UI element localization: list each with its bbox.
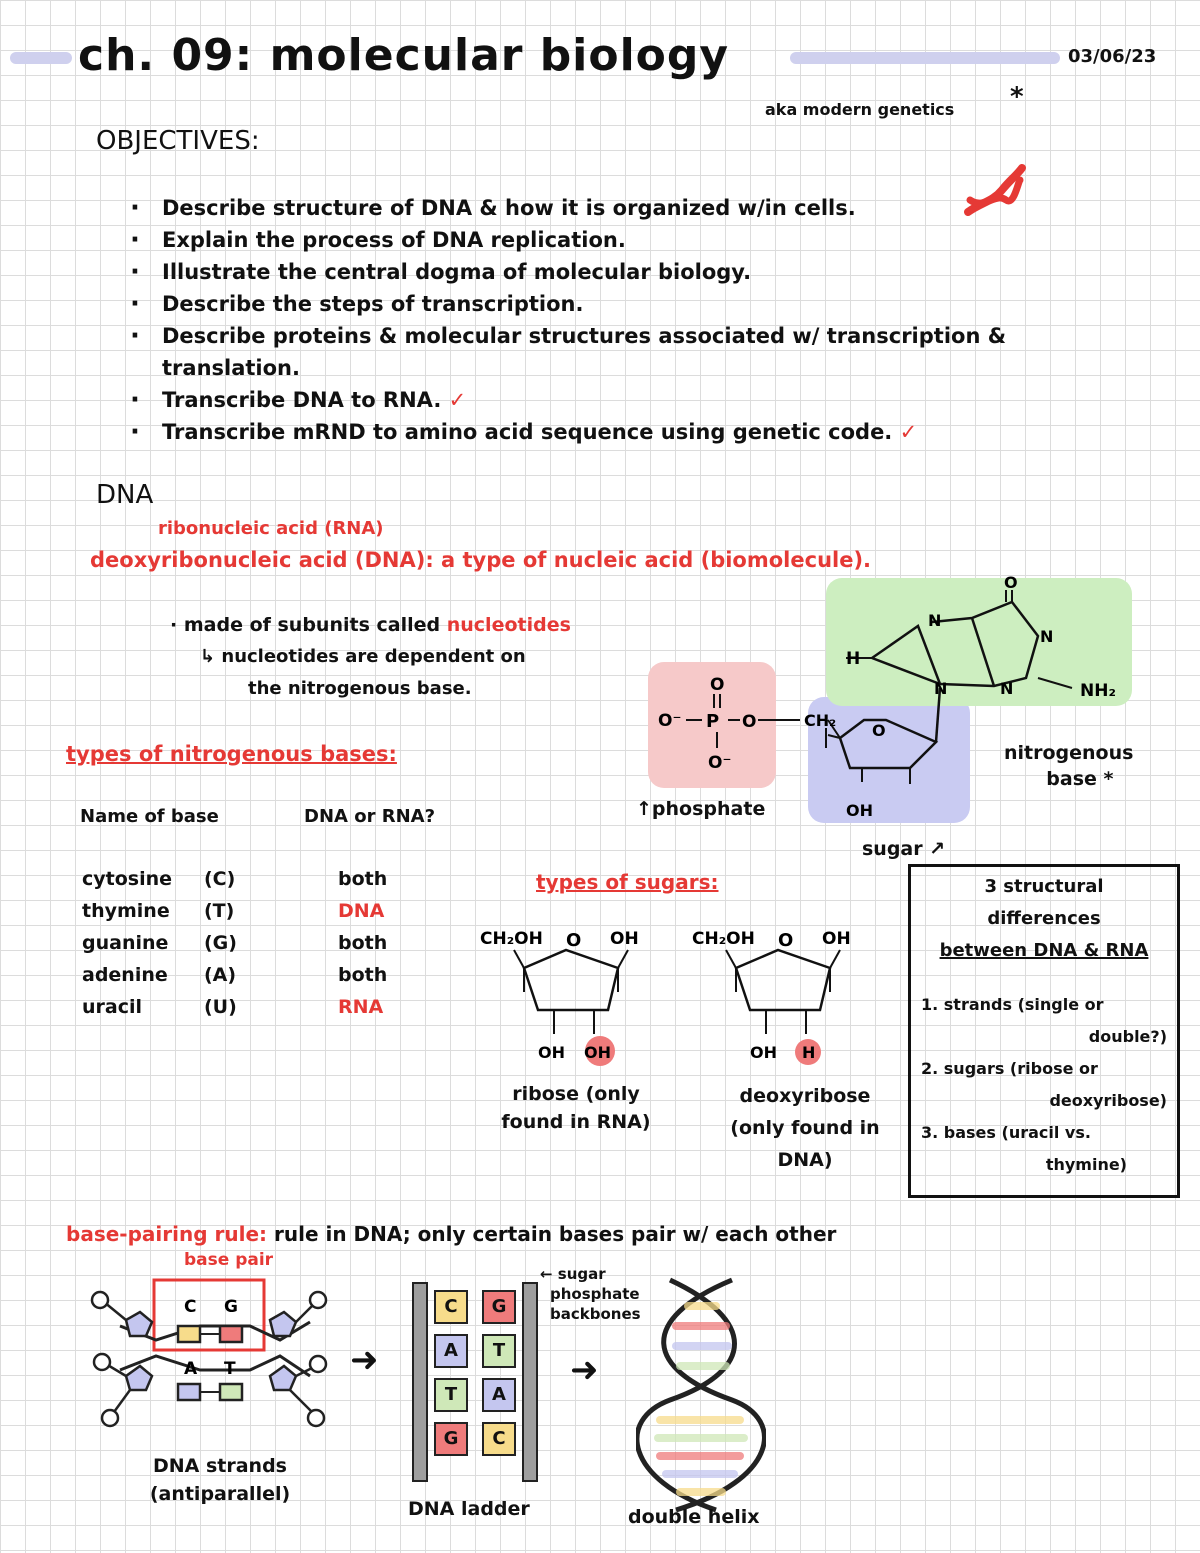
base-abbr: (U) — [204, 996, 237, 1018]
objective-item: · Describe structure of DNA & how it is organized w/in cells. — [130, 192, 1140, 224]
backbone-label: ← sugar phosphate backbones — [540, 1265, 641, 1323]
base-row — [82, 932, 422, 964]
ladder-rail-right — [522, 1282, 538, 1482]
ladder-base-right: G — [482, 1290, 516, 1324]
checkmark-icon: ✓ — [899, 420, 918, 444]
base-abbr: (A) — [204, 964, 237, 986]
pair-letter-c: C — [184, 1297, 197, 1317]
base-type: RNA — [338, 996, 384, 1018]
base-abbr: (T) — [204, 900, 235, 922]
deoxyribose-caption: deoxyribose (only found in DNA) — [730, 1085, 880, 1171]
difference-item: 2. sugars (ribose or — [921, 1059, 1098, 1078]
double-helix-diagram — [636, 1270, 766, 1520]
base-type: DNA — [338, 900, 385, 922]
deoxyribose-structure — [690, 920, 860, 1070]
helix-caption: double helix — [628, 1506, 760, 1528]
base-row — [82, 964, 422, 996]
ladder-base-left: A — [434, 1334, 468, 1368]
bases-col-type: DNA or RNA? — [304, 806, 436, 827]
base-name: cytosine — [82, 868, 173, 890]
subtitle-star: * — [1010, 82, 1024, 112]
dna-strands-diagram — [80, 1276, 340, 1456]
atom-label: O — [872, 721, 886, 740]
pair-letter-g: G — [224, 1297, 238, 1317]
base-row — [82, 900, 422, 932]
atom-label: O — [710, 675, 725, 695]
base-type: both — [338, 868, 388, 890]
base-abbr: (G) — [204, 932, 237, 954]
ribose-oh-top: OH — [610, 929, 639, 949]
nucleotide-subnote: ↳ nucleotides are dependent on — [200, 646, 526, 667]
ladder-rail-left — [412, 1282, 428, 1482]
atom-label: N — [934, 679, 948, 698]
atom-label: H — [846, 649, 861, 669]
objective-item: · Describe the steps of transcription. — [130, 288, 1140, 320]
ribose-oh-2: OH — [584, 1043, 611, 1062]
atom-label: N — [928, 611, 942, 630]
bases-table — [82, 868, 422, 1028]
differences-title-2: differences — [987, 908, 1101, 929]
page-title: ch. 09: molecular biology — [78, 30, 730, 81]
page-date: 03/06/23 — [1068, 46, 1157, 67]
nucleotide-note: · made of subunits called nucleotides — [170, 614, 571, 636]
sugars-heading: types of sugars: — [536, 870, 719, 894]
difference-item-cont: deoxyribose) — [1049, 1091, 1167, 1110]
deoxyribose-ch2oh: CH₂OH — [692, 929, 755, 949]
ladder-base-right: T — [482, 1334, 516, 1368]
ribose-ring-o: O — [566, 930, 582, 951]
base-name: guanine — [82, 932, 169, 954]
atom-label: NH₂ — [1080, 681, 1116, 701]
base-label: nitrogenous base * — [1004, 742, 1134, 790]
bases-heading: types of nitrogenous bases: — [66, 742, 397, 766]
deoxyribose-oh-1: OH — [750, 1043, 777, 1062]
ribose-caption: ribose (only found in RNA) — [501, 1083, 651, 1133]
return-arrow-icon: ↳ — [200, 646, 216, 667]
difference-item: 3. bases (uracil vs. — [921, 1123, 1091, 1142]
ladder-base-right: C — [482, 1422, 516, 1456]
difference-item-cont: double?) — [1088, 1027, 1167, 1046]
nucleotide-subnote-2: the nitrogenous base. — [248, 678, 472, 699]
atom-label: O⁻ — [708, 753, 732, 773]
base-type: both — [338, 932, 388, 954]
page-subtitle: aka modern genetics — [765, 100, 955, 119]
differences-title-1: 3 structural — [984, 876, 1104, 897]
ladder-caption: DNA ladder — [408, 1498, 530, 1520]
pair-letter-a: A — [184, 1359, 198, 1379]
ribose-ch2oh: CH₂OH — [480, 929, 543, 949]
bases-col-name: Name of base — [80, 806, 219, 827]
objective-item: · Transcribe DNA to RNA. ✓ — [130, 384, 1140, 416]
base-abbr: (C) — [204, 868, 236, 890]
objectives-heading: OBJECTIVES: — [96, 126, 260, 156]
deoxyribose-h: H — [802, 1043, 816, 1062]
base-row — [82, 868, 422, 900]
dna-definition: deoxyribonucleic acid (DNA): a type of nucleic acid (biomolecule). — [90, 548, 872, 572]
objective-item: · Describe proteins & molecular structures associated w/ transcription & translation. — [130, 320, 1140, 384]
atom-label: CH₂ — [804, 711, 837, 730]
base-row — [82, 996, 422, 1028]
atom-label: O — [742, 712, 757, 732]
objective-item: · Explain the process of DNA replication. — [130, 224, 1140, 256]
arrow-right-icon: ➜ — [350, 1340, 379, 1380]
base-name: thymine — [82, 900, 170, 922]
atom-label: O⁻ — [658, 711, 682, 731]
atom-label: P — [706, 711, 720, 732]
ladder-base-left: C — [434, 1290, 468, 1324]
checkmark-icon: ✓ — [448, 388, 467, 412]
atom-label: N — [1000, 679, 1014, 698]
atom-label: O — [1004, 573, 1018, 592]
objective-item: · Illustrate the central dogma of molecular biology. — [130, 256, 1140, 288]
dna-ladder — [430, 1290, 520, 1470]
arrow-right-icon: ➜ — [570, 1350, 599, 1390]
ladder-base-left: G — [434, 1422, 468, 1456]
sugar-label: sugar ↗ — [862, 838, 946, 860]
ladder-base-left: T — [434, 1378, 468, 1412]
differences-box — [908, 864, 1180, 1198]
base-type: both — [338, 964, 388, 986]
pair-letter-t: T — [224, 1359, 236, 1379]
base-name: adenine — [82, 964, 168, 986]
title-underline-left — [10, 52, 72, 64]
rna-definition: ribonucleic acid (RNA) — [158, 518, 384, 539]
atom-label: OH — [846, 801, 873, 820]
differences-title-3: between DNA & RNA — [939, 940, 1149, 961]
ladder-base-right: A — [482, 1378, 516, 1412]
ribose-structure — [478, 920, 648, 1070]
phosphate-label: ↑phosphate — [636, 798, 766, 820]
objectives-list — [130, 192, 1140, 448]
ribose-oh-1: OH — [538, 1043, 565, 1062]
objective-item: · Transcribe mRND to amino acid sequence using genetic code. ✓ — [130, 416, 1140, 448]
base-pairing-definition: base-pairing rule: rule in DNA; only certain bases pair w/ each other — [66, 1222, 837, 1246]
base-name: uracil — [82, 996, 143, 1018]
strands-caption: DNA strands (antiparallel) — [149, 1455, 291, 1505]
dna-heading: DNA — [96, 480, 154, 510]
difference-item: 1. strands (single or — [921, 995, 1104, 1014]
base-pair-label: base pair — [184, 1250, 274, 1270]
atom-label: N — [1040, 627, 1054, 646]
difference-item-cont: thymine) — [1045, 1155, 1127, 1174]
deoxyribose-ring-o: O — [778, 930, 794, 951]
title-underline-right — [790, 52, 1060, 64]
deoxyribose-oh-top: OH — [822, 929, 851, 949]
